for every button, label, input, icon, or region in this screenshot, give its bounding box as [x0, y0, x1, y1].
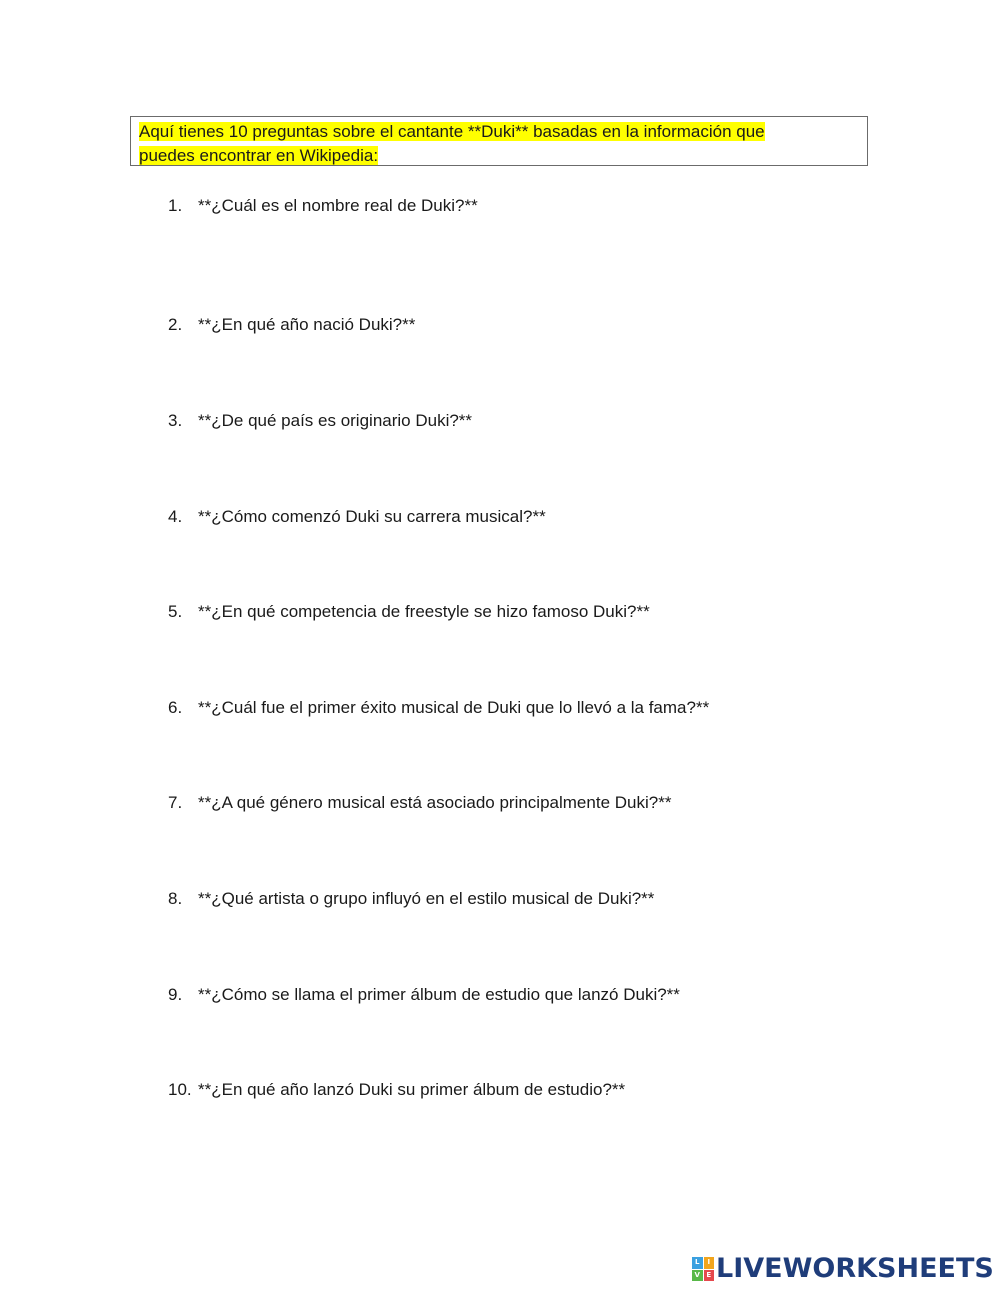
question-item	[168, 792, 671, 814]
question-item	[168, 1079, 625, 1101]
question-number: 2.	[168, 315, 183, 334]
question-number: 8.	[168, 889, 183, 908]
question-text: **¿Cuál es el nombre real de Duki?**	[198, 196, 478, 215]
question-text: **¿Cómo se llama el primer álbum de estudio que lanzó Duki?**	[198, 985, 680, 1004]
question-item	[168, 314, 415, 336]
logo-mark-letter: E	[704, 1270, 715, 1282]
intro-line-2: puedes encontrar en Wikipedia:	[139, 146, 379, 165]
question-number: 3.	[168, 411, 183, 430]
question-text: **¿En qué año lanzó Duki su primer álbum de estudio?**	[198, 1080, 626, 1099]
question-text: **¿Cómo comenzó Duki su carrera musical?**	[198, 507, 546, 526]
question-item	[168, 888, 654, 910]
logo-mark-letter: L	[692, 1257, 703, 1269]
question-text: **¿De qué país es originario Duki?**	[198, 411, 473, 430]
question-item	[168, 195, 478, 217]
question-item	[168, 601, 650, 623]
question-number: 10.	[168, 1080, 192, 1099]
question-number: 7.	[168, 793, 183, 812]
question-item	[168, 697, 709, 719]
question-text: **¿En qué competencia de freestyle se hizo famoso Duki?**	[198, 602, 650, 621]
question-number: 6.	[168, 698, 183, 717]
question-number: 5.	[168, 602, 183, 621]
intro-box	[130, 116, 868, 166]
question-text: **¿A qué género musical está asociado principalmente Duki?**	[198, 793, 672, 812]
liveworksheets-logo	[692, 1255, 994, 1283]
question-item	[168, 506, 546, 528]
question-item	[168, 984, 680, 1006]
question-number: 1.	[168, 196, 183, 215]
question-text: **¿Qué artista o grupo influyó en el estilo musical de Duki?**	[198, 889, 655, 908]
logo-text: LIVEWORKSHEETS	[716, 1253, 994, 1284]
logo-mark-letter: V	[692, 1270, 703, 1282]
intro-line-1: Aquí tienes 10 preguntas sobre el cantante **Duki** basadas en la información que	[139, 122, 765, 141]
question-item	[168, 410, 472, 432]
question-text: **¿Cuál fue el primer éxito musical de Duki que lo llevó a la fama?**	[198, 698, 710, 717]
logo-mark-icon	[692, 1257, 714, 1281]
question-number: 4.	[168, 507, 183, 526]
logo-mark-letter: I	[704, 1257, 715, 1269]
question-number: 9.	[168, 985, 183, 1004]
question-text: **¿En qué año nació Duki?**	[198, 315, 416, 334]
